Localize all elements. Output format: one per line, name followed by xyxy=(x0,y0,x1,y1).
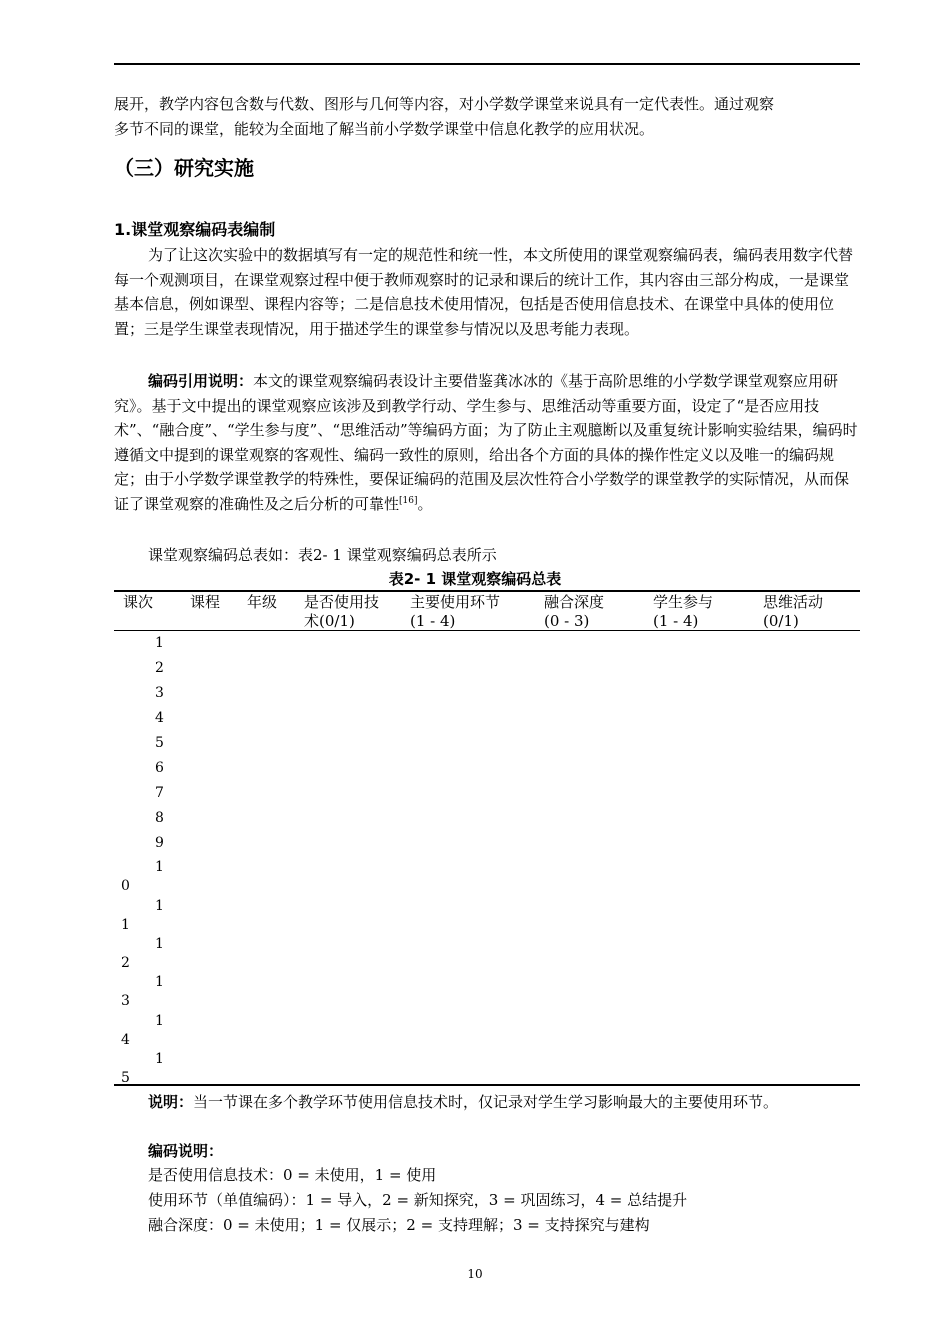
row-number-second-digit: 0 xyxy=(121,878,130,894)
column-header-lesson: 课次 xyxy=(123,593,154,611)
paragraph-2-end: 。 xyxy=(417,494,433,513)
page-number: 10 xyxy=(467,1267,483,1281)
citation-marker: [16] xyxy=(399,495,418,506)
row-number: 4 xyxy=(155,710,164,726)
coding-title: 编码说明： xyxy=(148,1142,224,1160)
table-top-rule xyxy=(114,590,860,592)
intro-line-2: 多节不同的课堂，能较为全面地了解当前小学数学课堂中信息化教学的应用状况。 xyxy=(114,120,655,138)
coding-line-1: 是否使用信息技术：0 = 未使用，1 = 使用 xyxy=(148,1166,437,1184)
table-note-text: 当一节课在多个教学环节使用信息技术时，仅记录对学生学习影响最大的主要使用环节。 xyxy=(193,1093,779,1111)
column-header-integration: 融合深度 (0 - 3) xyxy=(544,593,605,630)
row-number-second-digit: 4 xyxy=(121,1032,130,1048)
row-number: 7 xyxy=(155,785,164,801)
subsection-heading: 1.课堂观察编码表编制 xyxy=(114,220,276,239)
table-note-label: 说明： xyxy=(148,1093,194,1111)
row-number-first-digit: 1 xyxy=(155,974,164,990)
paragraph-2-text: 本文的课堂观察编码表设计主要借鉴龚冰冰的《基于高阶思维的小学数学课堂观察应用研究》。基于文中提出的课堂观察应该涉及到教学行动、学生参与、思维活动等重要方面，设定了“是否应用技术”、“融合度”、“学生参与度”、“思维活动”等编码方面；为了防止主观臆断以及重复统计影响实验结果，编码时遵循文中提到的课堂观察的客观性、编码一致性的原则，给出各个方面的具体的操作性定义以及唯一的编码规定；由于小学数学课堂教学的特殊性，要保证编码的范围及层次性符合小学数学的课堂教学的实际情况，从而保证了课堂观察的准确性及之后分析的可靠性 xyxy=(114,372,858,513)
column-header-course: 课程 xyxy=(190,593,221,611)
row-number-first-digit: 1 xyxy=(155,898,164,914)
paragraph-1: 为了让这次实验中的数据填写有一定的规范性和统一性，本文所使用的课堂观察编码表，编码表用数字代替每一个观测项目，在课堂观察过程中便于教师观察时的记录和课后的统计工作，其内容由三部分构成，一是课堂基本信息，例如课型、课程内容等；二是信息技术使用情况，包括是否使用信息技术、在课堂中具体的使用位置；三是学生课堂表现情况，用于描述学生的课堂参与情况以及思考能力表现。 xyxy=(114,246,854,338)
row-number: 3 xyxy=(155,685,164,701)
row-number: 9 xyxy=(155,835,164,851)
paragraph-2 xyxy=(114,369,860,516)
table-note xyxy=(148,1092,778,1112)
row-number-second-digit: 3 xyxy=(121,993,130,1009)
row-number: 5 xyxy=(155,735,164,751)
row-number-first-digit: 1 xyxy=(155,1013,164,1029)
header-rule xyxy=(114,63,860,65)
intro-line-1: 展开，教学内容包含数与代数、图形与几何等内容，对小学数学课堂来说具有一定代表性。通过观察 xyxy=(114,95,775,113)
paragraph-2-label: 编码引用说明： xyxy=(148,372,254,390)
coding-line-3: 融合深度：0 = 未使用；1 = 仅展示；2 = 支持理解；3 = 支持探究与建构 xyxy=(148,1216,650,1234)
row-number: 2 xyxy=(155,660,164,676)
table-bottom-rule xyxy=(114,1084,860,1086)
row-number-second-digit: 1 xyxy=(121,917,130,933)
table-reference: 课堂观察编码总表如：表2- 1 课堂观察编码总表所示 xyxy=(148,546,497,564)
column-header-thinking: 思维活动 (0/1) xyxy=(763,593,824,630)
row-number: 1 xyxy=(155,635,164,651)
row-number: 8 xyxy=(155,810,164,826)
column-header-participation: 学生参与 (1 - 4) xyxy=(653,593,714,630)
row-number: 6 xyxy=(155,760,164,776)
row-number-second-digit: 2 xyxy=(121,955,130,971)
section-heading: （三）研究实施 xyxy=(114,156,254,180)
row-number-second-digit: 5 xyxy=(121,1070,130,1086)
column-header-main-stage: 主要使用环节 (1 - 4) xyxy=(410,593,501,630)
row-number-first-digit: 1 xyxy=(155,936,164,952)
column-header-grade: 年级 xyxy=(247,593,278,611)
table-caption: 表2- 1 课堂观察编码总表 xyxy=(388,570,562,588)
row-number-first-digit: 1 xyxy=(155,859,164,875)
row-number-first-digit: 1 xyxy=(155,1051,164,1067)
column-header-use-tech: 是否使用技 术(0/1) xyxy=(304,593,380,630)
coding-line-2: 使用环节（单值编码）：1 = 导入，2 = 新知探究，3 = 巩固练习，4 = 总结提升 xyxy=(148,1191,688,1209)
